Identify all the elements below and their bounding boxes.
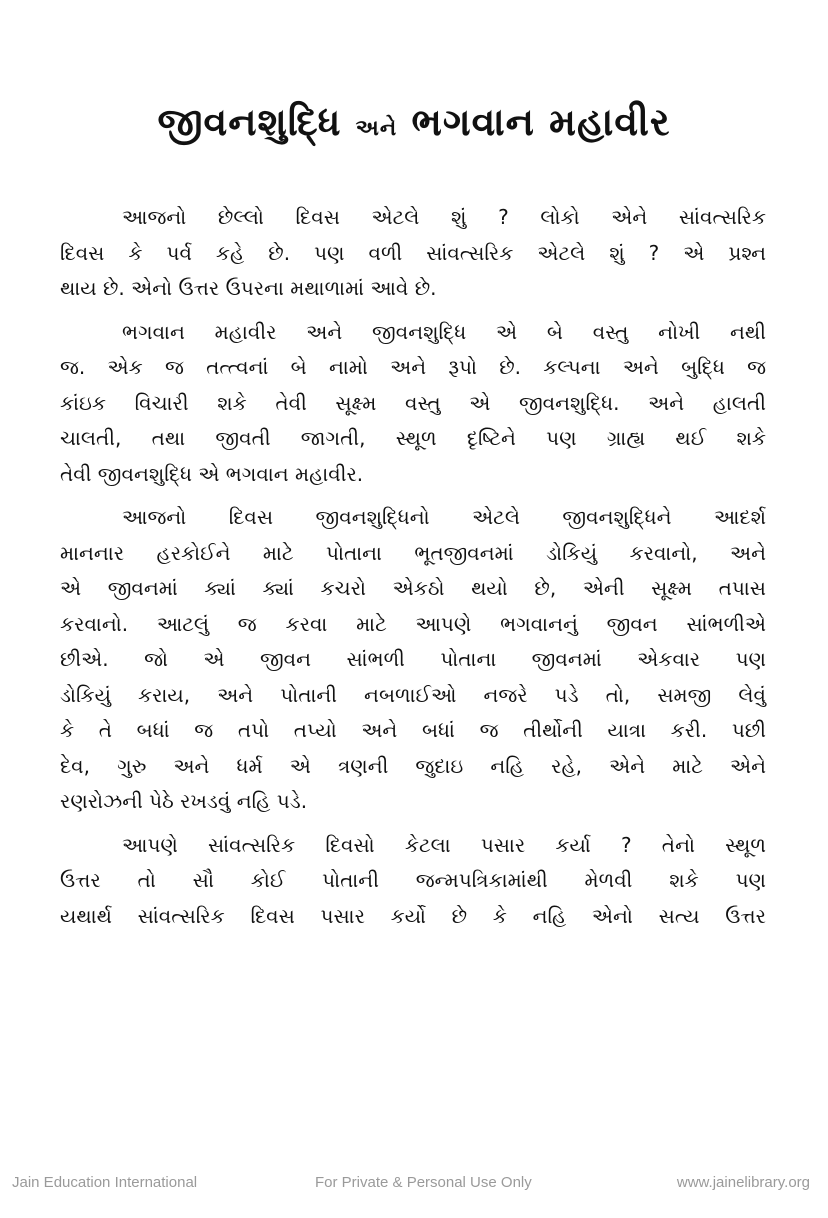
paragraph-3 [60,500,766,820]
footer-usage-notice: For Private & Personal Use Only [315,1174,532,1191]
text-line: તેવી જીવનશુદ્ધિ એ ભગવાન મહાવીર. [60,461,364,486]
footer-publisher: Jain Education International [12,1174,198,1191]
paragraph-4 [60,828,766,935]
text-line: આજનો દિવસ જીવનશુદ્ધિનો એટલે જીવનશુદ્ધિને આદર્શ [122,505,766,529]
text-line: દિવસ કે પર્વ કહે છે. પણ વળી સાંવત્સરિક એટલે શું ? એ પ્રશ્ન [60,240,766,265]
text-line: ડોકિયું કરાય, અને પોતાની નબળાઈઓ નજરે પડે તો, સમજી લેવું [60,682,766,707]
paragraph-1 [60,200,766,307]
text-line: યથાર્થ સાંવત્સરિક દિવસ પસાર કર્યો છે કે નહિ એનો સત્ય ઉત્તર [60,903,766,928]
text-line: આજનો છેલ્લો દિવસ એટલે શું ? લોકો એને સાંવત્સરિક [122,205,766,229]
text-line: કરવાનો. આટલું જ કરવા માટે આપણે ભગવાનનું જીવન સાંભળીએ [60,611,766,636]
article-body [60,200,766,942]
text-line: ઉત્તર તો સૌ કોઈ પોતાની જન્મપત્રિકામાંથી મેળવી શકે પણ [60,868,766,892]
text-line: માનનાર હરકોઈને માટે પોતાના ભૂતજીવનમાં ડોકિયું કરવાનો, અને [60,540,766,565]
title-part-1: જીવનશુદ્ધિ [157,100,342,144]
page-footer [0,1174,828,1198]
paragraph-2 [60,315,766,493]
text-line: એ જીવનમાં ક્યાં ક્યાં કચરો એકઠો થયો છે, એની સૂક્ષ્મ તપાસ [60,576,766,600]
text-line: રણરોઝની પેઠે રખડવું નહિ પડે. [60,789,308,813]
text-line: જ. એક જ તત્ત્વનાં બે નામો અને રૂપો છે. કલ્પના અને બુદ્ધિ જ [60,355,766,379]
text-line: ભગવાન મહાવીર અને જીવનશુદ્ધિ એ બે વસ્તુ નોખી નથી [122,319,766,344]
title-part-2: અને [355,116,398,141]
text-line: આપણે સાંવત્સરિક દિવસો કેટલા પસાર કર્યા ? તેનો સ્થૂળ [122,832,766,857]
text-line: છીએ. જો એ જીવન સાંભળી પોતાના જીવનમાં એકવાર પણ [60,647,766,671]
page-title [0,100,828,145]
text-line: કાંઇક વિચારી શકે તેવી સૂક્ષ્મ વસ્તુ એ જીવનશુદ્ધિ. અને હાલતી [60,390,766,415]
title-part-3: ભગવાન મહાવીર [411,100,671,144]
text-line: થાય છે. એનો ઉત્તર ઉપરના મથાળામાં આવે છે. [60,276,437,300]
text-line: ચાલતી, તથા જીવતી જાગતી, સ્થૂળ દૃષ્ટિને પણ ગ્રાહ્ય થઈ શકે [60,426,766,450]
text-line: કે તે બધાં જ તપો તપ્યો અને બધાં જ તીર્થોની યાત્રા કરી. પછી [60,718,766,742]
text-line: દેવ, ગુરુ અને ધર્મ એ ત્રણની જુદાઇ નહિ રહે, એને માટે એને [60,753,766,778]
footer-website-link[interactable]: www.jainelibrary.org [676,1174,810,1191]
